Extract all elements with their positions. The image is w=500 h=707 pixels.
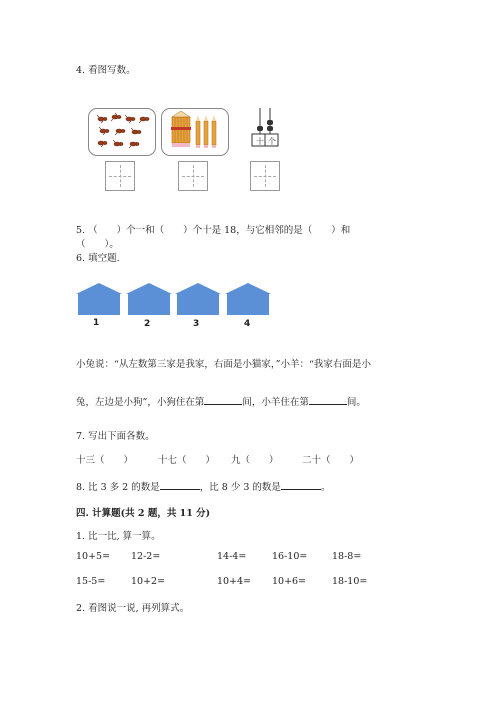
q7-item-2: 十七（ ） xyxy=(158,455,216,466)
q7-title: 7. 写出下面各数。 xyxy=(76,431,155,442)
blank-sheep-house[interactable] xyxy=(309,404,347,405)
blank-q8-second[interactable] xyxy=(281,489,321,490)
house-3 xyxy=(175,282,221,316)
answer-box-pencils[interactable] xyxy=(178,161,208,191)
calc-r2-c4: 10+6= xyxy=(272,576,307,587)
q8-part-c: 。 xyxy=(320,482,331,493)
house-1 xyxy=(76,282,122,316)
house-4 xyxy=(225,282,271,316)
blank-dog-house[interactable] xyxy=(204,404,242,405)
answer-box-ants[interactable] xyxy=(105,161,135,191)
house-2 xyxy=(126,282,172,316)
q8-part-b: ，比 8 少 3 的数是 xyxy=(199,482,281,493)
calc-r2-c1: 15-5= xyxy=(76,576,106,587)
calc-r2-c5: 18-10= xyxy=(332,576,368,587)
q6-text-line1: 小兔说：“从左数第三家是我家，右面是小猫家，”小羊：“我家右面是小 xyxy=(76,359,371,370)
q8-part-a: 8. 比 3 多 2 的数是 xyxy=(76,482,160,493)
q7-item-3: 九（ ） xyxy=(231,455,279,466)
q8-line xyxy=(76,479,330,493)
house-label-4: 4 xyxy=(244,319,251,329)
house-label-1: 1 xyxy=(93,318,100,328)
calc-r1-c2: 12-2= xyxy=(131,551,161,562)
abacus-icon xyxy=(250,104,280,150)
q6-text-line2 xyxy=(76,394,366,408)
house-label-3: 3 xyxy=(193,319,200,329)
q7-item-4: 二十（ ） xyxy=(302,455,360,466)
svg-text:十: 十 xyxy=(256,137,264,146)
pencil-picture-panel xyxy=(161,108,229,156)
answer-box-abacus[interactable] xyxy=(250,161,280,191)
q5-line2: （ ）。 xyxy=(76,239,119,250)
calc-r2-c2: 10+2= xyxy=(131,576,166,587)
q5-line1: 5. （ ）个一和（ ）个十是 18，与它相邻的是（ ）和 xyxy=(76,225,351,236)
calc-title: 1. 比一比, 算一算。 xyxy=(76,531,161,542)
q4-title: 4. 看图写数。 xyxy=(76,65,136,76)
house-label-2: 2 xyxy=(144,319,151,329)
q7-item-1: 十三（ ） xyxy=(76,455,134,466)
calc-r2-c3: 10+4= xyxy=(217,576,252,587)
pencil-icon xyxy=(162,109,228,155)
calc-r1-c1: 10+5= xyxy=(76,551,111,562)
ant-icon xyxy=(89,109,155,155)
ant-picture-panel xyxy=(88,108,156,156)
q6-text-part-b: 间，小羊住在第 xyxy=(242,397,309,408)
q6-title: 6. 填空题. xyxy=(76,253,120,264)
blank-q8-first[interactable] xyxy=(160,489,200,490)
svg-text:个: 个 xyxy=(268,137,276,146)
q2-title: 2. 看图说一说, 再列算式。 xyxy=(76,603,190,614)
calc-r1-c4: 16-10= xyxy=(272,551,308,562)
calc-r1-c3: 14-4= xyxy=(217,551,247,562)
q6-text-part-c: 间。 xyxy=(346,397,366,408)
calc-r1-c5: 18-8= xyxy=(332,551,362,562)
section4-title: 四. 计算题(共 2 题，共 11 分) xyxy=(76,508,211,519)
q6-text-part-a: 兔，左边是小狗”，小狗住在第 xyxy=(76,397,205,408)
